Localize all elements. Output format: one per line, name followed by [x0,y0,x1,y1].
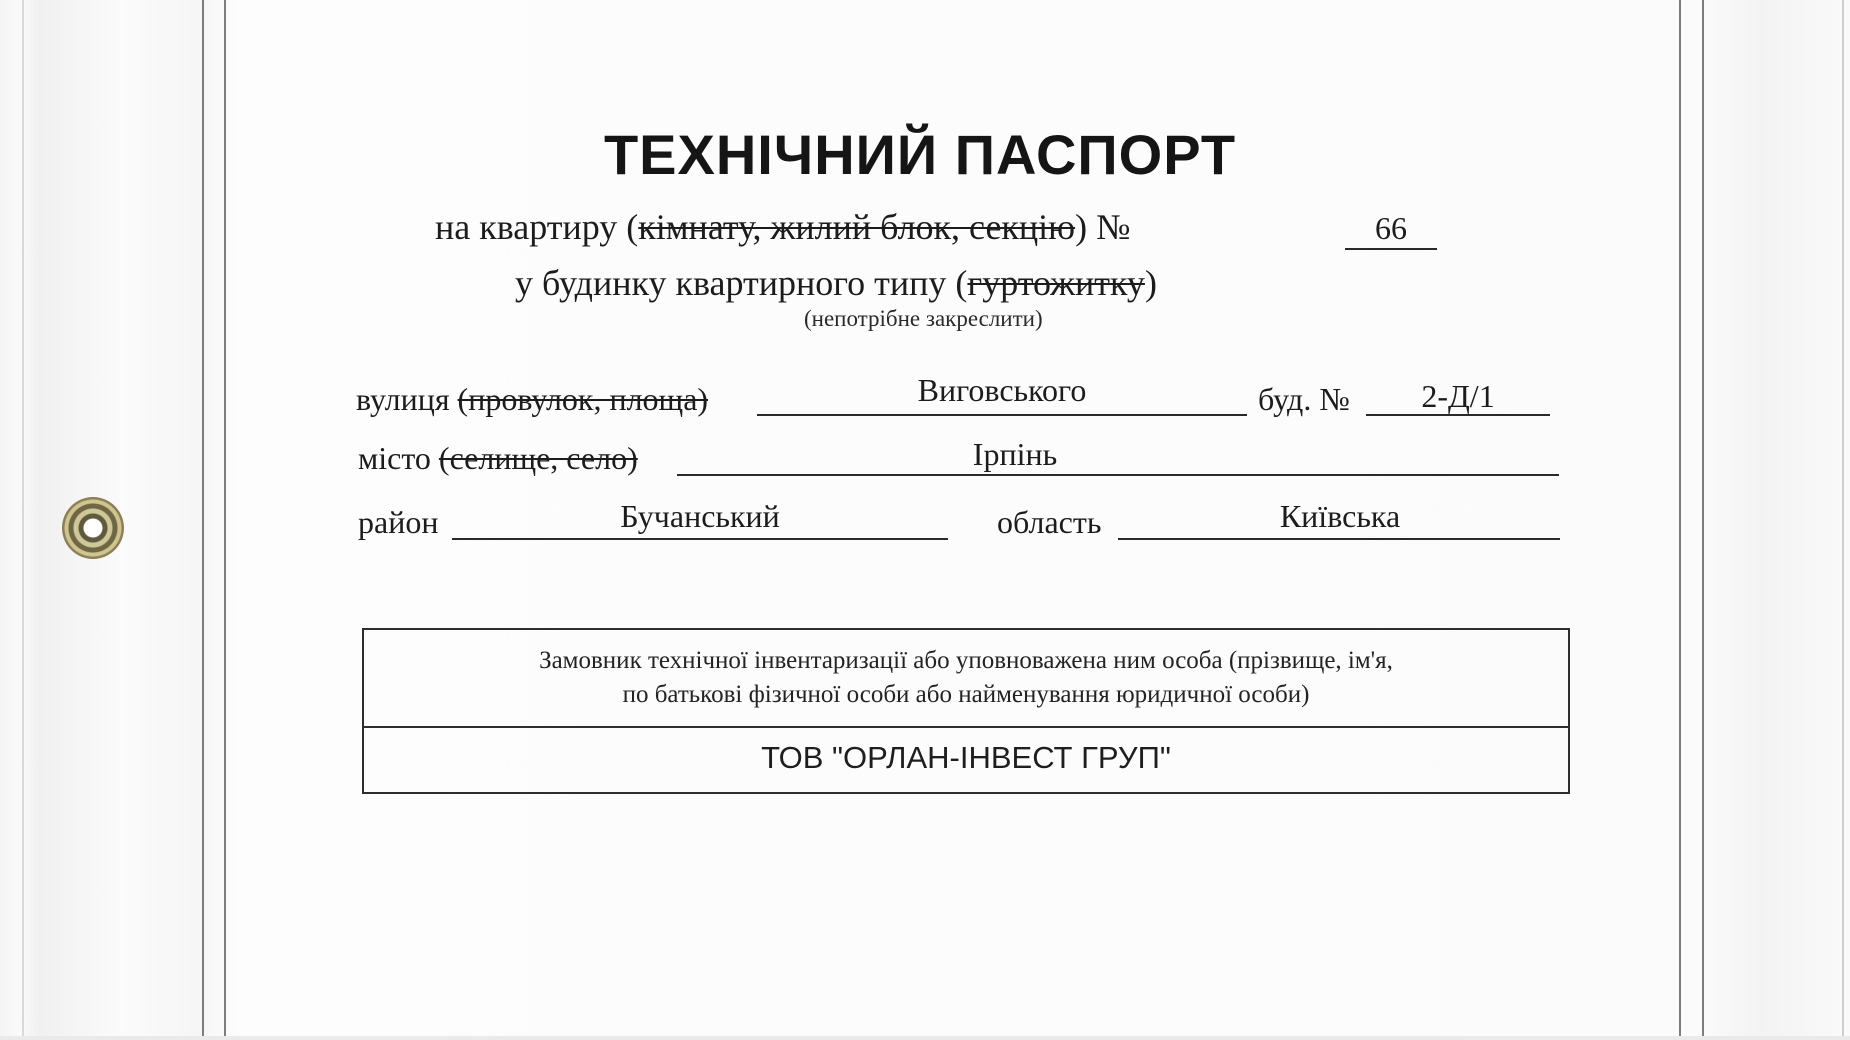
subtitle-apartment-suffix: ) № [1075,207,1131,247]
border-line-left-inner [224,0,226,1036]
customer-description [364,644,1568,712]
customer-description-line2: по батькові фізичної особи або найменування юридичної особи) [622,681,1310,708]
apartment-number-line [1345,248,1437,250]
district-label: район [358,504,439,540]
city-field [358,440,638,477]
border-line-left-outer [202,0,204,1036]
city-value: Ірпінь [972,436,1058,472]
region-label: область [997,504,1102,540]
binder-eyelet-icon [62,497,124,559]
region-underline [1118,538,1560,540]
street-label: вулиця [356,381,450,417]
street-underline [757,414,1247,416]
region-value: Київська [1279,498,1401,534]
subtitle-apartment [435,206,1130,248]
subtitle-building-prefix: у будинку квартирного типу ( [515,263,968,303]
customer-organization: ТОВ "ОРЛАН-ІНВЕСТ ГРУП" [761,740,1171,775]
page-edge-right [1842,0,1844,1036]
subtitle-apartment-prefix: на квартиру ( [435,207,639,247]
strike-out-hint: (непотрібне закреслити) [804,306,1043,331]
district-value: Бучанський [620,498,780,534]
subtitle-building-struck: гуртожитку [967,263,1145,303]
customer-table-divider [364,726,1568,728]
street-value: Виговського [917,372,1087,408]
subtitle-building-suffix: ) [1144,263,1157,303]
apartment-number: 66 [1375,210,1407,246]
city-struck: (селище, село) [438,440,638,476]
bottom-edge [0,1036,1850,1040]
city-underline [677,474,1559,476]
customer-description-line1: Замовник технічної інвентаризації або уповноважена ним особа (прізвище, ім'я, [539,647,1393,674]
page-edge-left [22,0,24,1036]
border-line-right-outer [1702,0,1704,1036]
border-line-right-inner [1679,0,1681,1036]
district-underline [452,538,948,540]
street-field [356,381,708,418]
subtitle-apartment-struck: кімнату, жилий блок, секцію [638,207,1076,247]
subtitle-building-type [515,262,1157,304]
document-title: ТЕХНІЧНИЙ ПАСПОРТ [603,123,1237,186]
building-value: 2-Д/1 [1421,378,1495,414]
street-struck: (провулок, площа) [457,381,709,417]
city-label: місто [358,440,431,476]
building-label: буд. № [1258,381,1350,417]
customer-table [362,628,1570,794]
